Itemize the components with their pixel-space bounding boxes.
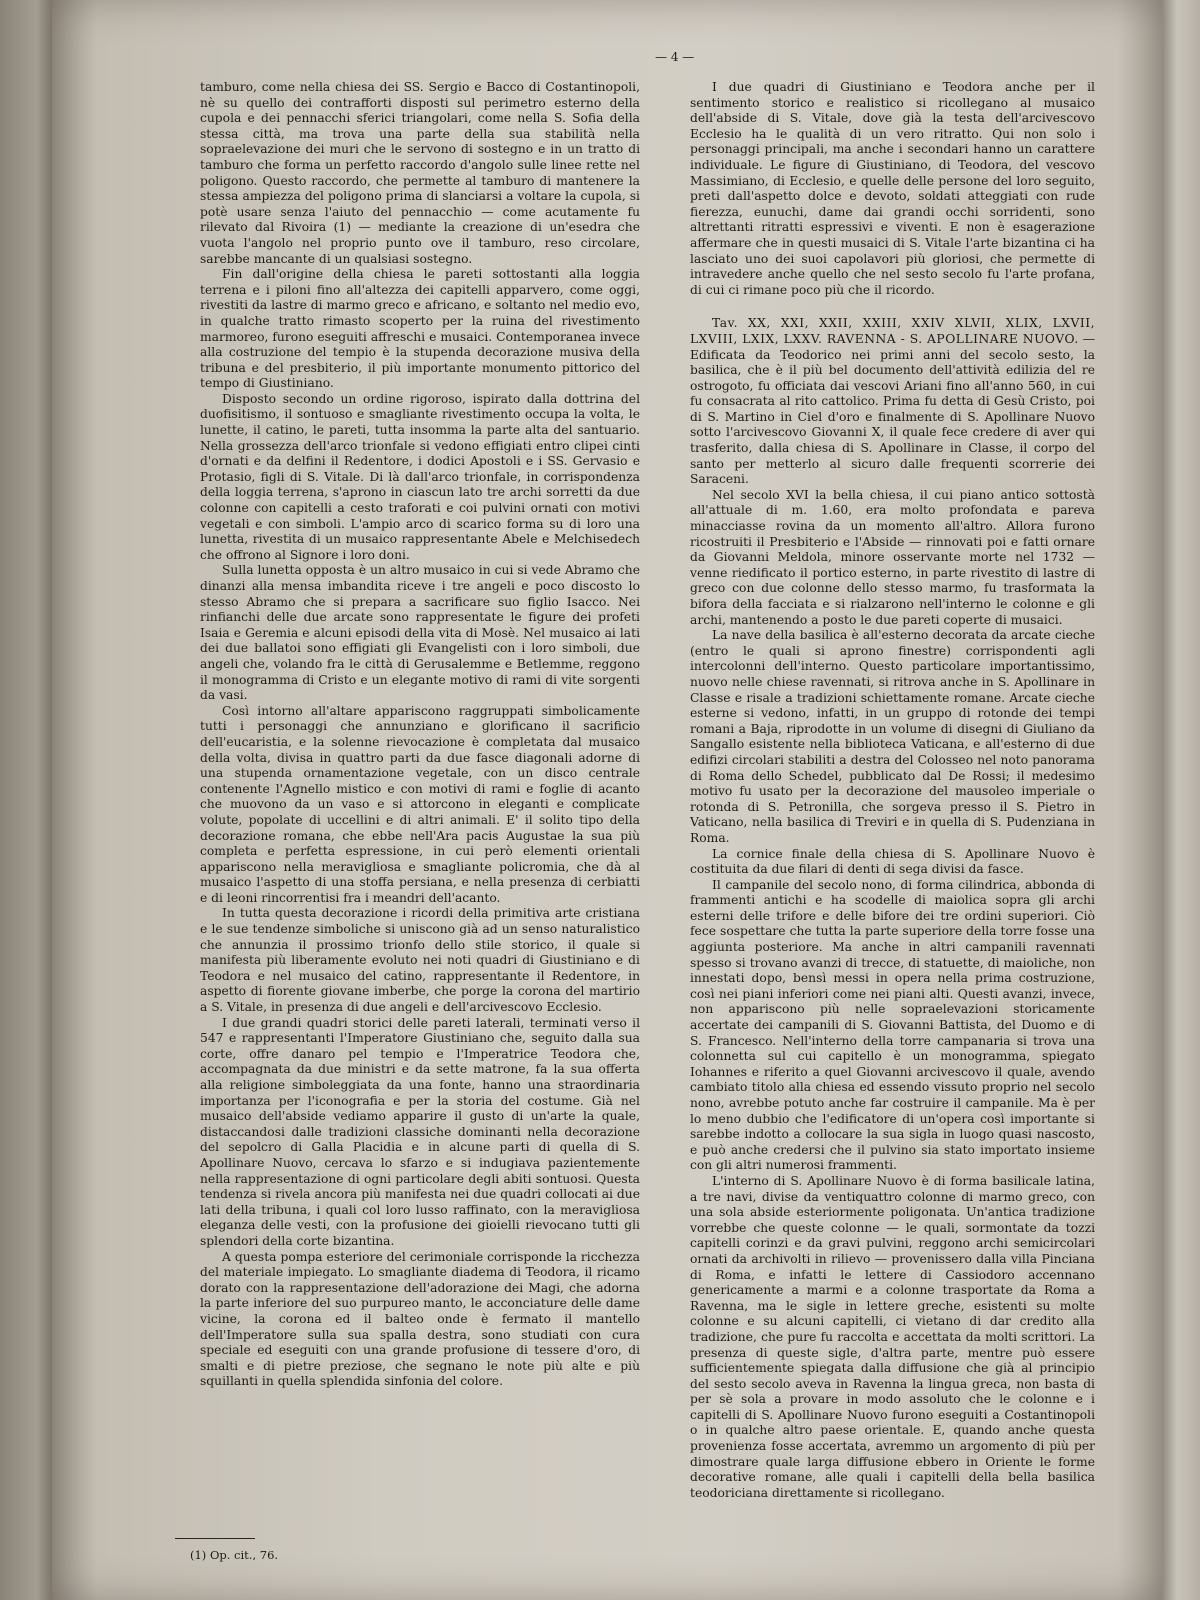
section-heading-text: — Edificata da Teodorico nei primi anni del secolo sesto, la basilica, che è il più bel documento dell'attività edilizia del re ostrogoto, fu officiata dai vescovi Ariani fino all'anno 560, in cui fu consacrata al rito cattolico. Prima fu detta di Gesù Cristo, poi di S. Martino in Ciel d'oro e finalmente di S. Apollinare Nuovo sotto l'arcivescovo Giovanni X, il quale fece credere di aver qui trasferito, dalla chiesa di S. Apollinare in Classe, il corpo del santo per metterlo al sicuro dalle frequenti scorrerie dei Saraceni. xyxy=(690,331,1095,487)
paragraph: Sulla lunetta opposta è un altro musaico in cui si vede Abramo che dinanzi alla mensa imbandita riceve i tre angeli e poco discosto lo stesso Abramo che si prepara a sacrificare suo figlio Isacco. Nei rinfianchi delle due arcate sono rappresentate le figure dei profeti Isaia e Geremia e alcuni episodi della vita di Mosè. Nel musaico ai lati dei due ballatoi sono effigiati gli Evangelisti con i loro simboli, due angeli che, volando fra le città di Gerusalemme e Betlemme, reggono il monogramma di Cristo e un elegante motivo di rami di vite sorgenti da vasi. xyxy=(200,563,640,703)
page-number: — 4 — xyxy=(655,50,695,64)
footnote: (1) Op. cit., 76. xyxy=(190,1548,279,1562)
paragraph: La nave della basilica è all'esterno decorata da arcate cieche (entro le quali si aprono finestre) corrispondenti agli intercolonni dell'interno. Questo particolare importantissimo, nuovo nelle chiese ravennati, si ritrova anche in S. Apollinare in Classe e risale a tradizioni schiettamente romane. Arcate cieche esterne si vedono, infatti, in un gruppo di rotonde dei tempi romani a Baja, riprodotte in un volume di disegni di Giuliano da Sangallo esistente nella biblioteca Vaticana, e all'esterno di due edifizi circolari stabiliti a destra del Colosseo nel noto panorama di Roma dello Schedel, pubblicato dal De Rossi; il medesimo motivo fu usato per la decorazione del mausoleo imperiale o rotonda di S. Petronilla, che sorgeva presso il S. Pietro in Vaticano, nella basilica di Treviri e in quella di S. Pudenziana in Roma. xyxy=(690,628,1095,845)
paragraph: tamburo, come nella chiesa dei SS. Sergio e Bacco di Costantinopoli, nè su quello dei contrafforti disposti sul perimetro esterno della cupola e dei pennacchi sferici triangolari, come nella S. Sofia della stessa città, ma trova una parte della sua stabilità nella sopraelevazione dei muri che le servono di sostegno e in un tratto di tamburo che forma un perfetto raccordo d'angolo sulle linee rette nel poligono. Questo raccordo, che permette al tamburo di mantenere la stessa ampiezza del poligono prima di slanciarsi a voltare la cupola, si potè usare senza l'aiuto del pennacchio — come acutamente fu rilevato dal Rivoira (1) — mediante la creazione di un'esedra che vuota l'angolo nel proprio punto ove il tamburo, reso circolare, sarebbe mancante di un qualsiasi sostegno. xyxy=(200,80,640,266)
paragraph: A questa pompa esteriore del cerimoniale corrisponde la ricchezza del materiale impiegato. Lo smagliante diadema di Teodora, il ricamo dorato con la rappresentazione dell'adorazione dei Magi, che adorna la parte inferiore del suo purpureo manto, le acconciature delle dame vicine, la corona ed il balteo onde è fermato il mantello dell'Imperatore sulla sua spalla destra, sono studiati con cura speciale ed eseguiti con una grande profusione di tessere d'oro, di smalti e di pietre preziose, che segnano le note più alte e più squillanti in quella splendida sinfonia del colore. xyxy=(200,1249,640,1389)
footnote-rule xyxy=(175,1538,255,1539)
right-text-column xyxy=(690,80,1095,1501)
paragraph: Il campanile del secolo nono, di forma cilindrica, abbonda di frammenti antichi e ha scodelle di maiolica sopra gli archi esterni delle trifore e delle bifore dei tre ordini superiori. Ciò fece sospettare che tutta la parte superiore della torre fosse una aggiunta posteriore. Ma anche in altri campanili ravennati spesso si trovano avanzi di trecce, di statuette, di maioliche, non innestati dopo, bensì messi in opera nella prima costruzione, così nei piani inferiori come nei piani alti. Questi avanzi, invece, non appariscono più nelle sopraelevazioni storicamente accertate dei campanili di S. Giovanni Battista, del Duomo e di S. Francesco. Nell'interno della torre campanaria si trova una colonnetta sul cui capitello è un monogramma, spiegato Iohannes e riferito a quel Giovanni arcivescovo il quale, avendo cambiato titolo alla chiesa ed essendo vissuto proprio nel secolo nono, avrebbe potuto anche far costruire il campanile. Ma è per lo meno dubbio che l'edificatore di un'opera così importante si sarebbe indotto a collocare la sua sigla in luogo quasi nascosto, e può anche credersi che il pulvino sia stato importato insieme con gli altri numerosi frammenti. xyxy=(690,877,1095,1173)
paragraph: L'interno di S. Apollinare Nuovo è di forma basilicale latina, a tre navi, divise da ventiquattro colonne di marmo greco, con una sola abside esteriormente poligonata. Un'antica tradizione vorrebbe che queste colonne — le quali, sormontate da tozzi capitelli corinzi e da gravi pulvini, reggono archi semicircolari ornati da archivolti in rilievo — provenissero dalla villa Pinciana di Roma, e infatti le lettere di Cassiodoro accennano genericamente a marmi e a colonne trasportate da Roma a Ravenna, ma le sigle in lettere greche, esistenti su molte colonne e su alcuni capitelli, ci vietano di dar credito alla tradizione, che pure fu raccolta e accettata da molti scrittori. La presenza di queste sigle, d'altra parte, mentre può essere sufficientemente spiegata dalla diffusione che già al principio del sesto secolo aveva in Ravenna la lingua greca, non basta di per sè sola a provare in modo assoluto che le colonne e i capitelli di S. Apollinare Nuovo furono eseguiti a Costantinopoli o in qualche altro paese orientale. E, quando anche questa provenienza fosse accertata, avremmo un argomento di più per dimostrare quale larga diffusione ebbero in Oriente le forme decorative romane, alle quali i capitelli della bella basilica teodoriciana direttamente si ricollegano. xyxy=(690,1173,1095,1500)
previous-page-edge xyxy=(0,0,52,1600)
section-heading: Tav. XX, XXI, XXII, XXIII, XXIV XLVII, XLIX, LXVII, LXVIII, LXIX, LXXV. RAVENNA - S. APOLLINARE NUOVO. xyxy=(690,316,1095,346)
paragraph: La cornice finale della chiesa di S. Apollinare Nuovo è costituita da due filari di denti di sega divisi da fasce. xyxy=(690,846,1095,877)
paragraph: I due grandi quadri storici delle pareti laterali, terminati verso il 547 e rappresentanti l'Imperatore Giustiniano che, seguito dalla sua corte, offre danaro pel tempio e l'Imperatrice Teodora che, accompagnata da due ministri e da sette matrone, fa la sua offerta alla religione simboleggiata da una fonte, hanno una straordinaria importanza per l'iconografia e per la storia del costume. Già nel musaico dell'abside vediamo apparire il gusto di un'arte la quale, distaccandosi dalle tradizioni classiche dominanti nella decorazione del sepolcro di Galla Placidia e in alcune parti di quella di S. Apollinare Nuovo, cercava lo sfarzo e si indugiava pazientemente nella rappresentazione di ogni particolare degli abiti sontuosi. Questa tendenza si rivela ancora più manifesta nei due quadri collocati ai due lati della tribuna, i quali col loro lusso raffinato, con la meravigliosa eleganza delle vesti, con la profusione dei gioielli rievocano tutti gli splendori della corte bizantina. xyxy=(200,1015,640,1248)
paragraph: In tutta questa decorazione i ricordi della primitiva arte cristiana e le sue tendenze simboliche si uniscono già ad un senso naturalistico che annunzia il prossimo trionfo dello stile storico, il quale si manifesta più liberamente evoluto nei noti quadri di Giustiniano e di Teodora e nel musaico del catino, rappresentante il Redentore, in aspetto di fiorente giovane imberbe, che porge la corona del martirio a S. Vitale, in presenza di due angeli e dell'arcivescovo Ecclesio. xyxy=(200,906,640,1015)
paragraph: Nel secolo XVI la bella chiesa, il cui piano antico sottostà all'attuale di m. 1.60, era molto profondata e pareva minacciasse rovina da un momento all'altro. Allora furono ricostruiti il Presbiterio e l'Abside — rinnovati poi e fatti ornare da Giovanni Meldola, minore osservante morte nel 1732 — venne riedificato il portico esterno, in parte rivestito di lastre di greco con due colonne dello stesso marmo, fu trasformata la bifora della facciata e si rialzarono nell'interno le colonne e gli archi, mantenendo a posto le due pareti coperte di musaici. xyxy=(690,487,1095,627)
paragraph: Così intorno all'altare appariscono raggruppati simbolicamente tutti i personaggi che annunziano e glorificano il sacrificio dell'eucaristia, e la solenne rievocazione è completata dal musaico della volta, divisa in quattro parti da due fasce diagonali adorne di una stupenda ornamentazione vegetale, con un disco centrale contenente l'Agnello mistico e con motivi di rami e foglie di acanto che muovono da un vaso e si attorcono in eleganti e complicate volute, popolate di uccellini e di altri animali. E' il solito tipo della decorazione romana, che ebbe nell'Ara pacis Augustae la sua più completa e perfetta espressione, in cui però elementi orientali appariscono nella meravigliosa e smagliante policromia, che dà al musaico l'aspetto di una stoffa persiana, e nella presenza di cerbiatti e di leoni rincorrentisi fra i meandri dell'acanto. xyxy=(200,703,640,905)
binding-edge xyxy=(1162,0,1200,1600)
paragraph: Fin dall'origine della chiesa le pareti sottostanti alla loggia terrena e i piloni fino all'altezza dei capitelli apparvero, come oggi, rivestiti da lastre di marmo greco e africano, e soltanto nel medio evo, in qualche tratto rimasto scoperto per la ruina del rivestimento marmoreo, furono eseguiti affreschi e musaici. Contemporanea invece alla costruzione del tempio è la stupenda decorazione musiva della tribuna e del presbiterio, il più importante monumento pittorico del tempo di Giustiniano. xyxy=(200,267,640,391)
left-text-column xyxy=(200,80,640,1390)
paragraph: I due quadri di Giustiniano e Teodora anche per il sentimento storico e realistico si ricollegano al musaico dell'abside di S. Vitale, dove già la testa dell'arcivescovo Ecclesio ha le qualità di un vero ritratto. Qui non solo i personaggi principali, ma anche i secondari hanno un carattere individuale. Le figure di Giustiniano, di Teodora, del vescovo Massimiano, di Ecclesio, e quelle delle persone del loro seguito, preti dall'aspetto dolce e devoto, soldati atteggiati con rude fierezza, eunuchi, dame dai grandi occhi sorridenti, sono altrettanti ritratti espressivi e viventi. E non è esagerazione affermare che in questi musaici di S. Vitale l'arte bizantina ci ha lasciato uno dei suoi capolavori più gloriosi, che permette di intravedere anche quello che nel sesto secolo fu l'arte profana, di cui ci rimane poco più che il ricordo. xyxy=(690,80,1095,297)
section-heading-paragraph xyxy=(690,316,1095,488)
paragraph: Disposto secondo un ordine rigoroso, ispirato dalla dottrina del duofisitismo, il sontuoso e smagliante rivestimento occupa la volta, le lunette, il catino, le pareti, tutta insomma la parte alta del santuario. Nella grossezza dell'arco trionfale si vedono effigiati entro clipei cinti d'ornati e da delfini il Redentore, i dodici Apostoli e i SS. Gervasio e Protasio, figli di S. Vitale. Di là dall'arco trionfale, in corrispondenza della loggia terrena, s'aprono in ciascun lato tre archi sorretti da due colonne con capitelli a cesto traforati e coi pulvini ornati con motivi vegetali e con simboli. L'ampio arco di scarico forma su di loro una lunetta, rivestita di un musaico rappresentante Abele e Melchisedech che offrono al Signore i loro doni. xyxy=(200,391,640,562)
